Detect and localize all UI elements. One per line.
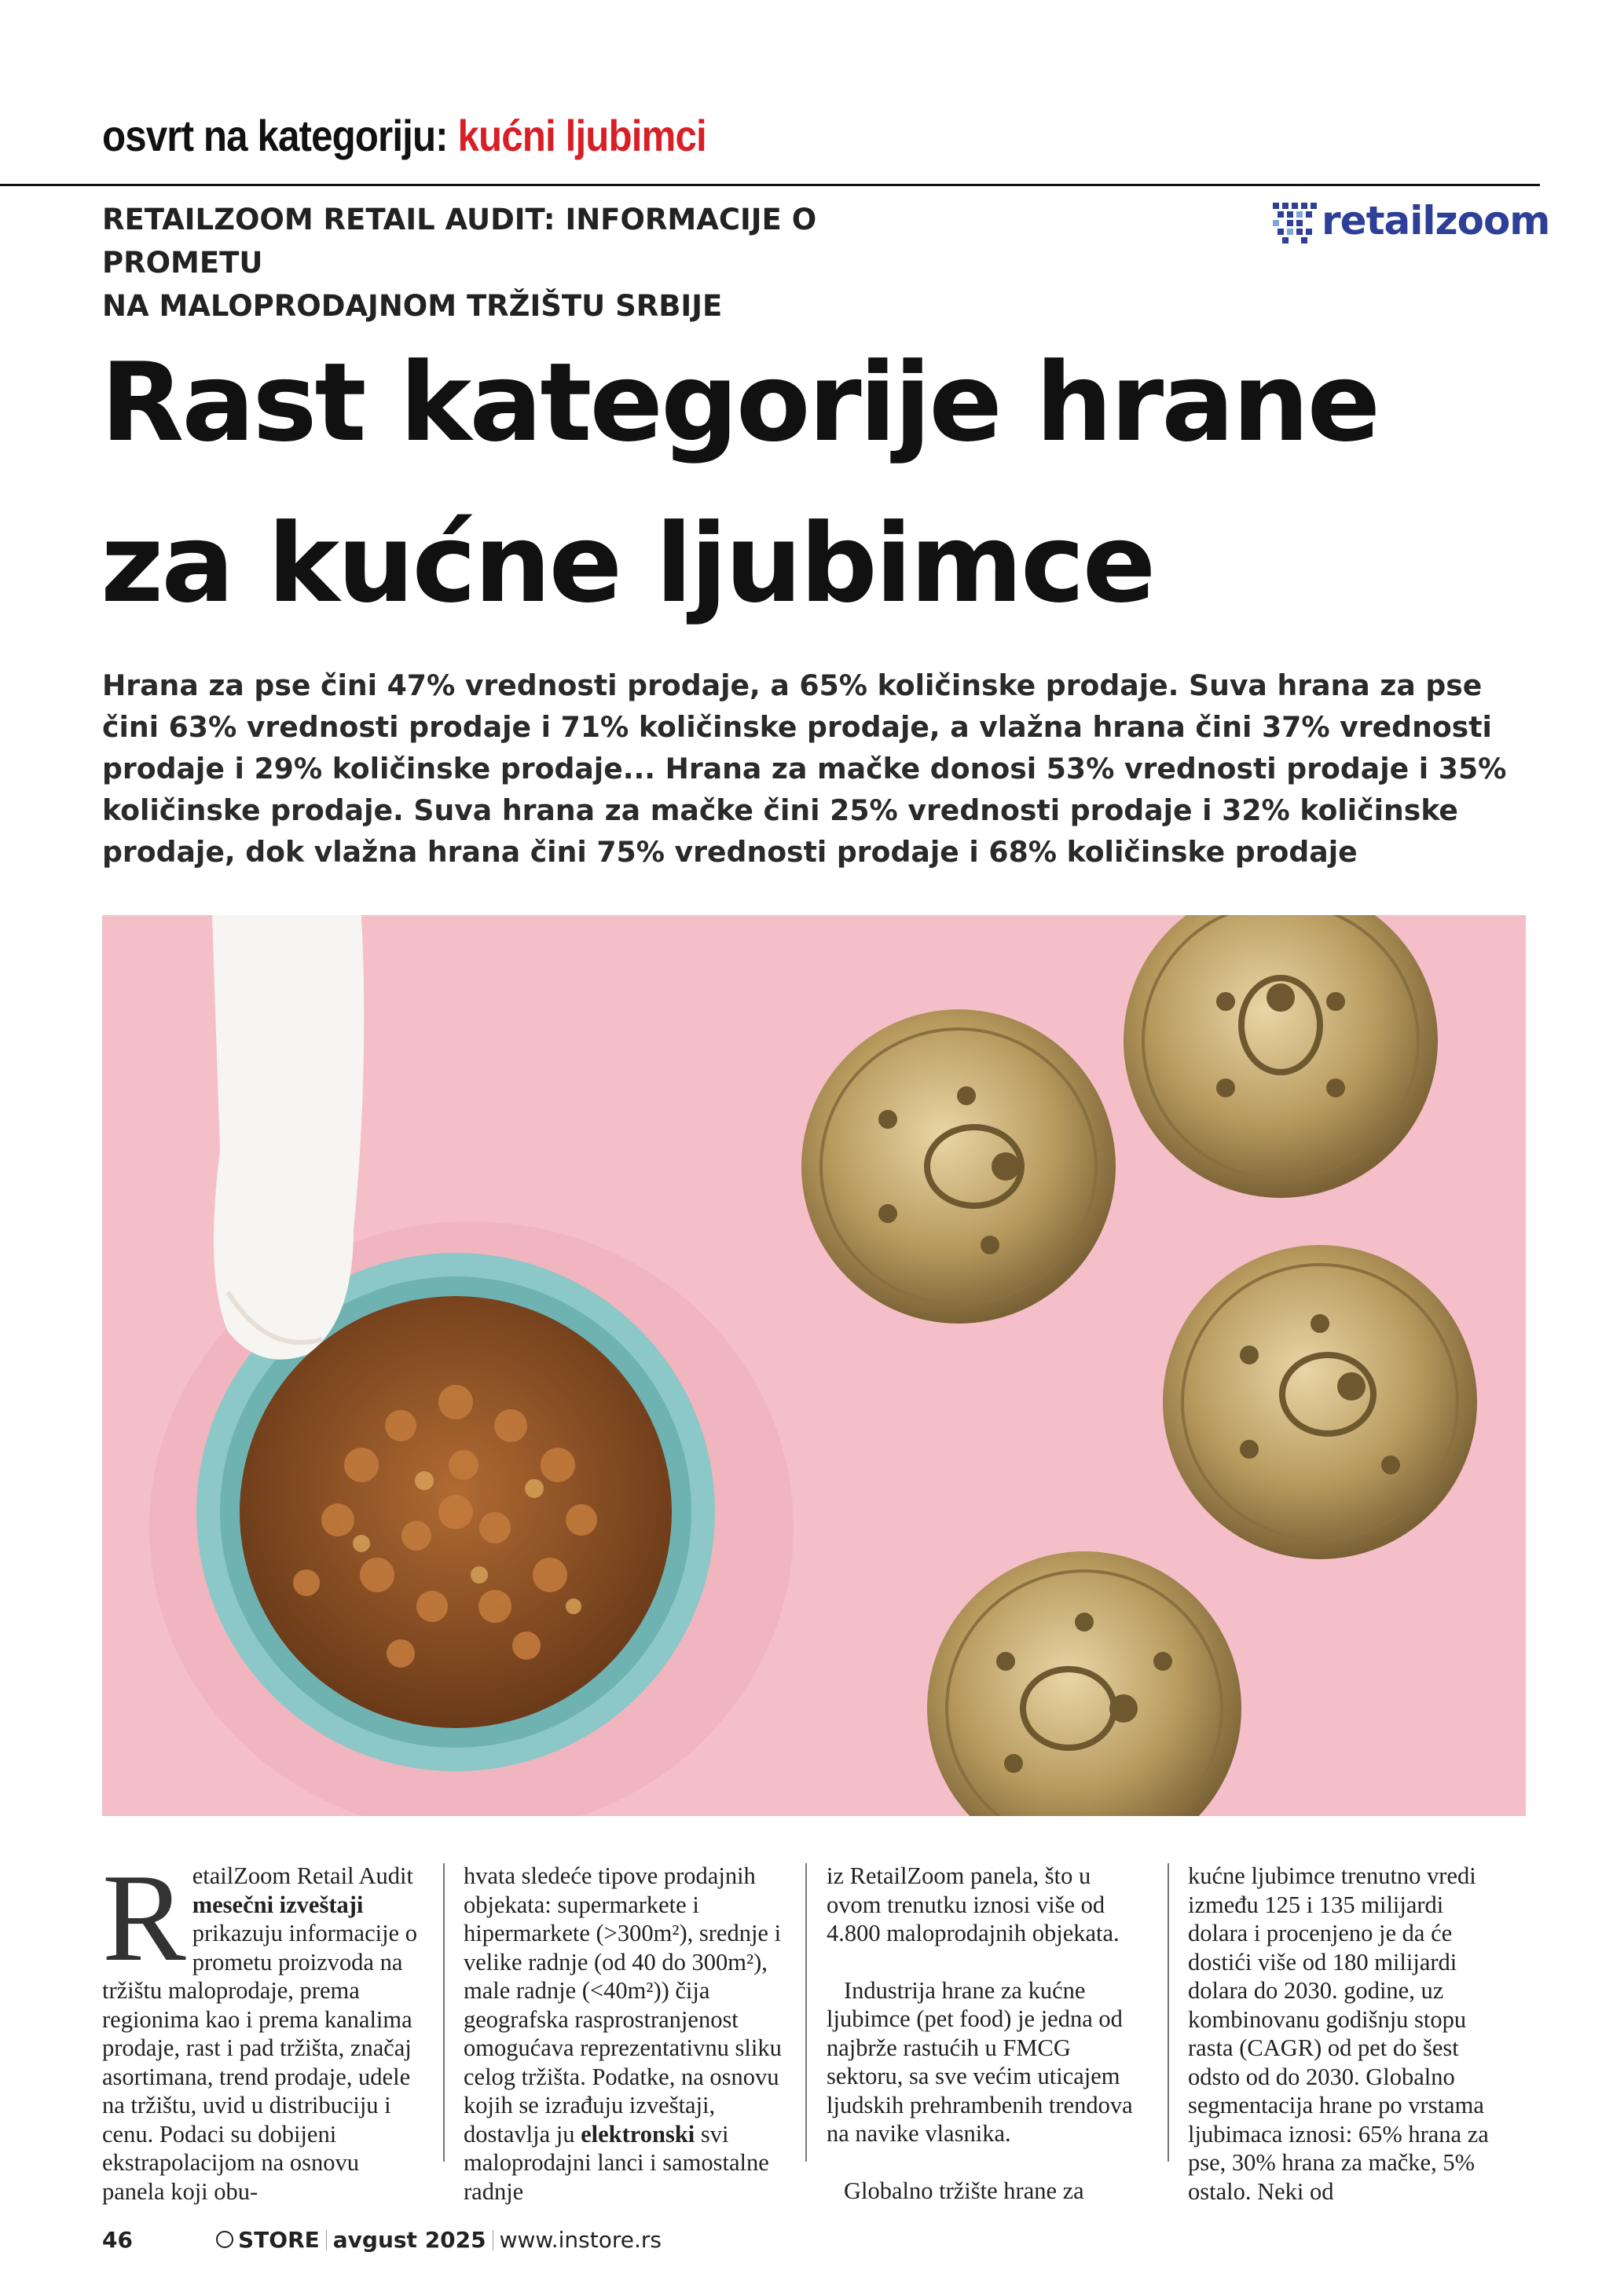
body-paragraph: iz RetailZoom panela, što u ovom trenutku iznosi više od 4.800 maloprodajnih objekata.	[827, 1862, 1120, 1946]
body-paragraph	[102, 1847, 420, 2206]
footer-separator	[326, 2230, 327, 2250]
article-title	[101, 322, 1562, 644]
title-line-1: Rast kategorije hrane	[101, 339, 1379, 466]
kicker-topic: kućni ljubimci	[457, 111, 706, 160]
body-paragraph	[464, 1862, 782, 2206]
text-run: prikazuju informacije o prometu proizvoda na tržištu maloprodaje, prema regionima kao i prema kanalima prodaje, rast i pad tržišta, značaj asortimana, trend prodaje, udele na tržištu, uvid u distribuciju i cenu. Podaci su dobijeni ekstrapolacijom na osnovu panela koji obu-	[102, 1920, 417, 2205]
retailzoom-logo-icon	[1273, 203, 1318, 244]
column-divider	[443, 1863, 445, 2162]
body-paragraph: Globalno tržište hrane za	[844, 2177, 1084, 2204]
page-number: 46	[102, 2227, 133, 2253]
body-column-3	[827, 1862, 1145, 2205]
body-paragraph: kućne ljubimce trenutno vredi između 125 i 135 milijardi dolara i procenjeno je da će dostići više od 180 milijardi dolara do 2030. godine, uz kombinovanu godišnju stopu rasta (CAGR) od pet do šest odsto od do 2030. Globalno segmentacija hrane po vrstama ljubimaca iznosi: 65% hrana za pse, 30% hrana za mačke, 5% ostalo. Neki od	[1188, 1862, 1489, 2205]
brand-name: STORE	[238, 2227, 320, 2253]
body-column-4	[1188, 1862, 1506, 2206]
cat-paw-food-bowl-cans-icon	[102, 915, 1526, 1816]
column-divider	[1168, 1863, 1169, 2162]
column-divider	[805, 1863, 807, 2162]
title-line-2: za kućne ljubimce	[101, 500, 1154, 627]
kicker-prefix: osvrt na kategoriju:	[102, 111, 448, 160]
body-paragraph: Industrija hrane za kućne ljubimce (pet food) je jedna od najbrže rastućih u FMCG sektoru, sa sve većim uticajem ljudskih prehrambenih trendova na navike vlasnika.	[827, 1976, 1133, 2147]
body-column-2	[464, 1862, 782, 2206]
subhead-line-1: RETAILZOOM RETAIL AUDIT: INFORMACIJE O PROMETU	[102, 203, 817, 280]
store-logo-icon	[216, 2231, 233, 2248]
header-rule	[0, 184, 1540, 186]
bold-text-run: elektronski	[581, 2120, 695, 2148]
retailzoom-logo-text: retailzoom	[1322, 198, 1550, 244]
section-subhead	[102, 198, 966, 328]
subhead-line-2: NA MALOPRODAJNOM TRŽIŠTU SRBIJE	[102, 289, 723, 323]
issue-date: avgust 2025	[332, 2227, 486, 2253]
article-lead: Hrana za pse čini 47% vrednosti prodaje, a 65% količinske prodaje. Suva hrana za pse čini 63% vrednosti prodaje i 71% količinske prodaje, a vlažna hrana čini 37% vrednosti prodaje i 29% količinske prodaje... Hrana za mačke donosi 53% vrednosti prodaje i 35% količinske prodaje. Suva hrana za mačke čini 25% vrednosti prodaje i 32% količinske prodaje, dok vlažna hrana čini 75% vrednosti prodaje i 68% količinske prodaje	[102, 668, 1507, 869]
text-run: svi maloprodajni lanci i samostalne radnje	[464, 2120, 769, 2205]
text-run: etailZoom Retail Audit	[192, 1862, 413, 1889]
retailzoom-logo	[1273, 198, 1550, 247]
body-column-1	[102, 1847, 420, 2206]
article-photo	[102, 915, 1526, 1816]
footer-brand	[216, 2227, 662, 2253]
website-link[interactable]: www.instore.rs	[499, 2227, 662, 2253]
text-run: hvata sledeće tipove prodajnih objekata: supermarkete i hipermarkete (>300m²), srednje i velike radnje (od 40 do 300m²), male radnje (<40m²)) čija geografska rasprostranjenost omogućava reprezentativnu sliku celog tržišta. Podatke, na osnovu kojih se izrađuju izveštaji, dostavlja ju	[464, 1862, 782, 2148]
category-kicker	[102, 110, 706, 161]
bold-text-run: mesečni izveštaji	[192, 1891, 364, 1918]
drop-cap: R	[102, 1847, 186, 1987]
